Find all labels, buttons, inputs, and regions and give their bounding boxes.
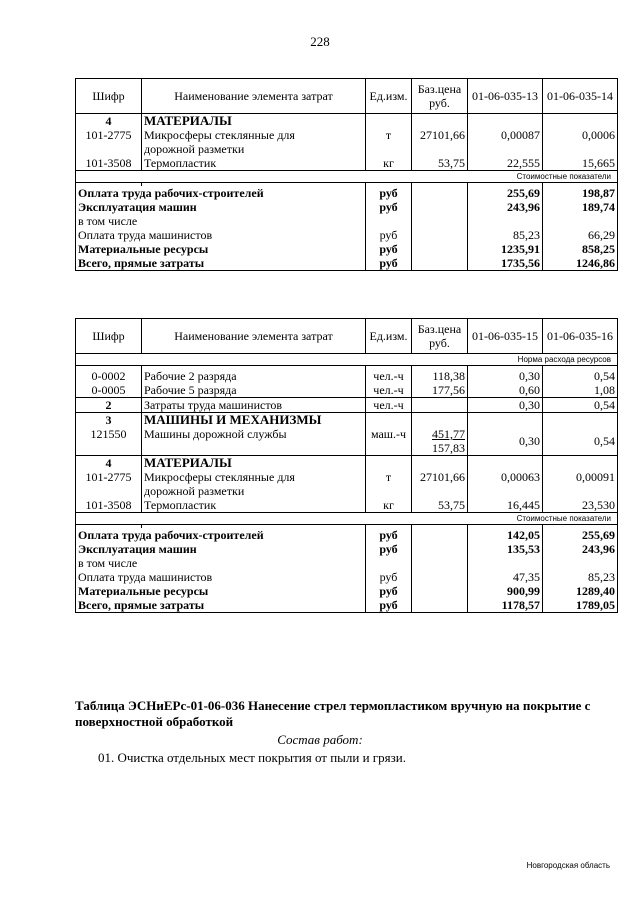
work-composition-heading: Состав работ:	[277, 732, 363, 747]
row-price: 118,38	[412, 369, 468, 383]
row-name-line2: дорожной разметки	[144, 142, 245, 156]
summary-row	[76, 584, 618, 598]
summary-value-1: 135,53	[468, 542, 543, 556]
row-value-2: 1,08	[543, 383, 618, 398]
header-col2: 01-06-035-16	[543, 319, 618, 354]
summary-row	[76, 200, 618, 214]
summary-unit: руб	[366, 584, 412, 598]
cost-indicators-label: Стоимостные показатели	[76, 171, 618, 183]
summary-value-1: 255,69	[468, 186, 543, 200]
summary-unit: руб	[366, 242, 412, 256]
row-price: 27101,66	[412, 128, 468, 156]
row-price: 53,75	[412, 498, 468, 513]
summary-unit: руб	[366, 228, 412, 242]
summary-value-2: 1246,86	[543, 256, 618, 271]
table-row	[76, 498, 618, 513]
row-code: 0-0005	[76, 383, 142, 398]
section-title: МАШИНЫ И МЕХАНИЗМЫ	[142, 413, 366, 428]
row-value-2: 0,54	[543, 369, 618, 383]
header-price: Баз.цена руб.	[412, 79, 468, 114]
summary-name: в том числе	[76, 556, 366, 570]
header-name: Наименование элемента затрат	[142, 319, 366, 354]
row-value-1: 0,30	[468, 369, 543, 383]
summary-name: Всего, прямые затраты	[76, 256, 366, 271]
note-row	[76, 171, 618, 183]
section-row	[76, 114, 618, 129]
row-value-1: 0,00087	[468, 128, 543, 156]
summary-value-2: 255,69	[543, 528, 618, 542]
row-price-bottom: 157,83	[432, 441, 465, 455]
summary-row	[76, 556, 618, 570]
row-value-1: 0,60	[468, 383, 543, 398]
row-name	[142, 128, 366, 156]
summary-name: Эксплуатация машин	[76, 542, 366, 556]
section-row	[76, 456, 618, 471]
summary-row	[76, 542, 618, 556]
row-name-line2: дорожной разметки	[144, 484, 245, 498]
summary-unit: руб	[366, 542, 412, 556]
header-unit: Ед.изм.	[366, 79, 412, 114]
row-unit: маш.-ч	[366, 427, 412, 456]
row-price: 53,75	[412, 156, 468, 171]
row-price-top: 451,77	[432, 427, 465, 441]
row-code: 0-0002	[76, 369, 142, 383]
row-value-1: 0,00063	[468, 470, 543, 498]
work-step: 01. Очистка отдельных мест покрытия от пыли и грязи.	[98, 750, 406, 765]
row-name-line1: Микросферы стеклянные для	[144, 470, 295, 484]
row-value-1: 16,445	[468, 498, 543, 513]
summary-unit: руб	[366, 528, 412, 542]
row-price	[412, 427, 468, 456]
summary-row	[76, 256, 618, 271]
summary-value-1: 243,96	[468, 200, 543, 214]
summary-row	[76, 186, 618, 200]
row-unit: кг	[366, 498, 412, 513]
resource-table-2	[75, 318, 618, 613]
summary-name: Эксплуатация машин	[76, 200, 366, 214]
summary-row	[76, 598, 618, 613]
row-unit: чел.-ч	[366, 398, 412, 413]
header-price: Баз.цена руб.	[412, 319, 468, 354]
row-code: 101-3508	[76, 156, 142, 171]
summary-row	[76, 242, 618, 256]
summary-unit: руб	[366, 598, 412, 613]
row-unit: кг	[366, 156, 412, 171]
section-code: 3	[76, 413, 142, 428]
row-unit: т	[366, 470, 412, 498]
cost-indicators-label: Стоимостные показатели	[76, 513, 618, 525]
table-row	[76, 128, 618, 156]
summary-value-1: 1235,91	[468, 242, 543, 256]
summary-name: Оплата труда машинистов	[76, 228, 366, 242]
summary-value-2: 858,25	[543, 242, 618, 256]
summary-value-1: 47,35	[468, 570, 543, 584]
row-name: Рабочие 5 разряда	[142, 383, 366, 398]
region-footer: Новгородская область	[526, 861, 610, 870]
header-code: Шифр	[76, 79, 142, 114]
row-code: 101-3508	[76, 498, 142, 513]
row-unit: чел.-ч	[366, 369, 412, 383]
row-code: 101-2775	[76, 470, 142, 498]
row-price: 177,56	[412, 383, 468, 398]
note-row	[76, 354, 618, 366]
summary-value-2: 189,74	[543, 200, 618, 214]
summary-value-2: 66,29	[543, 228, 618, 242]
resource-norm-label: Норма расхода ресурсов	[76, 354, 618, 366]
section-row	[76, 413, 618, 428]
summary-unit: руб	[366, 186, 412, 200]
header-col2: 01-06-035-14	[543, 79, 618, 114]
row-name-line1: Микросферы стеклянные для	[144, 128, 295, 142]
header-code: Шифр	[76, 319, 142, 354]
summary-row	[76, 214, 618, 228]
summary-unit: руб	[366, 256, 412, 271]
table-row	[76, 369, 618, 383]
table-row	[76, 427, 618, 456]
table-row	[76, 470, 618, 498]
summary-name: Всего, прямые затраты	[76, 598, 366, 613]
summary-name: Оплата труда рабочих-строителей	[76, 186, 366, 200]
row-value-2: 0,54	[543, 398, 618, 413]
table-row	[76, 156, 618, 171]
table-caption: Таблица ЭСНиЕРс-01-06-036 Нанесение стрел термопластиком вручную на покрытие с поверхностной обработкой	[75, 698, 591, 729]
header-col1: 01-06-035-15	[468, 319, 543, 354]
page-number: 228	[310, 34, 330, 49]
header-name: Наименование элемента затрат	[142, 79, 366, 114]
summary-value-2: 85,23	[543, 570, 618, 584]
summary-value-2: 198,87	[543, 186, 618, 200]
section-code: 4	[76, 456, 142, 471]
summary-value-1: 1735,56	[468, 256, 543, 271]
section-code: 4	[76, 114, 142, 129]
row-name: Рабочие 2 разряда	[142, 369, 366, 383]
row-value-2: 0,54	[543, 427, 618, 456]
row-name: Затраты труда машинистов	[142, 398, 366, 413]
row-name: Термопластик	[142, 156, 366, 171]
summary-row	[76, 228, 618, 242]
summary-value-2: 1289,40	[543, 584, 618, 598]
row-unit: чел.-ч	[366, 383, 412, 398]
summary-value-1: 1178,57	[468, 598, 543, 613]
summary-name: Оплата труда машинистов	[76, 570, 366, 584]
row-code: 121550	[76, 427, 142, 456]
summary-row	[76, 570, 618, 584]
section-title: МАТЕРИАЛЫ	[142, 456, 366, 471]
resource-table-1	[75, 78, 618, 271]
row-name: Машины дорожной службы	[142, 427, 366, 456]
summary-value-2: 243,96	[543, 542, 618, 556]
table-row	[76, 398, 618, 413]
row-value-2: 15,665	[543, 156, 618, 171]
summary-value-1: 85,23	[468, 228, 543, 242]
summary-value-1: 142,05	[468, 528, 543, 542]
summary-name: Материальные ресурсы	[76, 242, 366, 256]
section-title: МАТЕРИАЛЫ	[142, 114, 366, 129]
row-value-2: 23,530	[543, 498, 618, 513]
summary-name: в том числе	[76, 214, 366, 228]
summary-name: Оплата труда рабочих-строителей	[76, 528, 366, 542]
summary-name: Материальные ресурсы	[76, 584, 366, 598]
row-code: 101-2775	[76, 128, 142, 156]
row-name: Термопластик	[142, 498, 366, 513]
row-code: 2	[76, 398, 142, 413]
header-col1: 01-06-035-13	[468, 79, 543, 114]
summary-unit: руб	[366, 200, 412, 214]
summary-unit: руб	[366, 570, 412, 584]
row-price: 27101,66	[412, 470, 468, 498]
row-value-1: 0,30	[468, 427, 543, 456]
row-value-2: 0,00091	[543, 470, 618, 498]
summary-value-1: 900,99	[468, 584, 543, 598]
table-header	[76, 319, 618, 354]
table-header	[76, 79, 618, 114]
row-value-2: 0,0006	[543, 128, 618, 156]
row-unit: т	[366, 128, 412, 156]
row-value-1: 0,30	[468, 398, 543, 413]
summary-value-2: 1789,05	[543, 598, 618, 613]
table-row	[76, 383, 618, 398]
header-unit: Ед.изм.	[366, 319, 412, 354]
row-value-1: 22,555	[468, 156, 543, 171]
summary-row	[76, 528, 618, 542]
note-row	[76, 513, 618, 525]
row-name	[142, 470, 366, 498]
